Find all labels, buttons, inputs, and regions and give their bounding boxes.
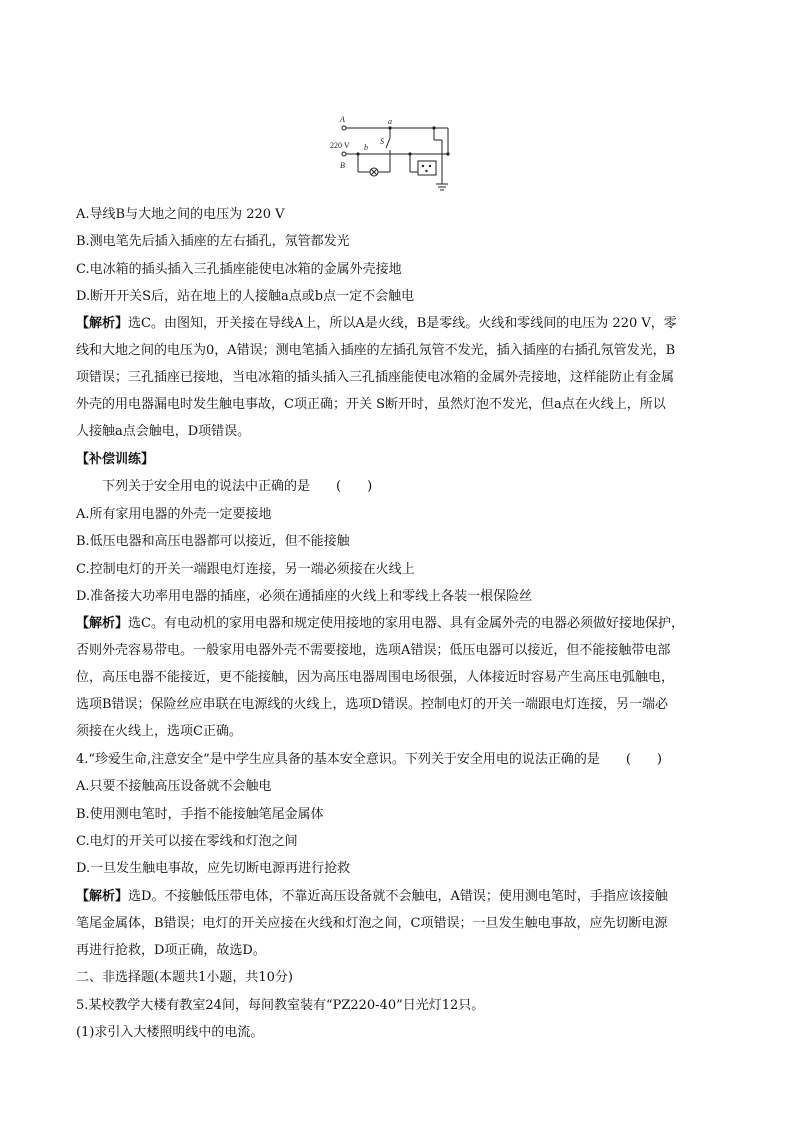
bonus-analysis-line-2: 否则外壳容易带电。一般家用电器外壳不需要接地，选项A错误；低压电器可以接近，但不能接触带电部 [76,643,671,658]
q3-analysis-line-1: 【解析】选C。由图知，开关接在导线A上，所以A是火线，B是零线。火线和零线间的电压为 220 V，零 [76,316,677,331]
q3-analysis-line-5: 人接触a点会触电，D项错误。 [76,424,251,439]
analysis-label: 【解析】 [76,616,129,631]
q5-part-1: (1)求引入大楼照明线中的电流。 [76,1025,264,1040]
q4-analysis-line-3: 再进行抢救，D项正确，故选D。 [76,943,266,958]
q3-option-d: D.断开开关S后，站在地上的人接触a点或b点一定不会触电 [76,289,415,304]
label-voltage: 220 V [330,141,350,150]
three-hole-socket [418,161,436,175]
terminal-a [342,126,346,130]
q3-analysis-line-2: 线和大地之间的电压为0，A错误；测电笔插入插座的左插孔氖管不发光，插入插座的右插孔氖管发光，B [76,343,676,358]
label-point-b: b [364,143,368,152]
bonus-option-c: C.控制电灯的开关一端跟电灯连接，另一端必须接在火线上 [76,562,415,577]
q3-option-c: C.电冰箱的插头插入三孔插座能使电冰箱的金属外壳接地 [76,262,402,277]
q4-option-a: A.只要不接触高压设备就不会触电 [76,779,272,794]
q4-stem: 4.“珍爱生命,注意安全”是中学生应具备的基本安全意识。下列关于安全用电的说法正确的是 ( ) [76,752,662,767]
q4-analysis-line-1: 【解析】选D。不接触低压带电体，不靠近高压设备就不会触电，A错误；使用测电笔时，手指应该接触 [76,889,668,904]
q3-option-a: A.导线B与大地之间的电压为 220 V [76,207,285,222]
analysis-label: 【解析】 [76,316,129,331]
label-a-wire: A [340,115,345,124]
analysis-label: 【解析】 [76,889,129,904]
terminal-b [342,152,346,156]
q3-analysis-line-4: 外壳的用电器漏电时发生触电事故，C项正确；开关 S断开时，虽然灯泡不发光，但a点在火线上，所以 [76,397,666,412]
label-b-wire: B [340,161,345,170]
switch-s [386,138,390,148]
label-switch: S [380,137,384,146]
bonus-option-a: A.所有家用电器的外壳一定要接地 [76,507,272,522]
bonus-analysis-line-4: 选项B错误；保险丝应串联在电源线的火线上，选项D错误。控制电灯的开关一端跟电灯连接，另一端必 [76,697,668,712]
q3-option-b: B.测电笔先后插入插座的左右插孔，氖管都发光 [76,234,350,249]
bonus-option-d: D.准备接大功率用电器的插座，必须在通插座的火线上和零线上各装一根保险丝 [76,589,533,604]
bonus-analysis-line-3: 位，高压电器不能接近，更不能接触，因为高压电器周围电场很强，人体接近时容易产生高压电弧触电， [76,670,675,685]
q4-analysis-line-2: 笔尾金属体，B错误；电灯的开关应接在火线和灯泡之间，C项错误；一旦发生触电事故，应先切断电源 [76,916,668,931]
q5-stem: 5.某校教学大楼有教室24间，每间教室装有“PZ220-40”日光灯12只。 [76,998,485,1013]
q3-analysis-line-3: 项错误；三孔插座已接地，当电冰箱的插头插入三孔插座能使电冰箱的金属外壳接地，这样能防止有金属 [76,370,675,385]
bonus-option-b: B.低压电器和高压电器都可以接近，但不能接触 [76,534,350,549]
circuit-diagram [326,112,452,194]
q4-option-b: B.使用测电笔时，手指不能接触笔尾金属体 [76,807,324,822]
label-point-a: a [388,117,392,126]
section-heading: 二、非选择题(本题共1小题，共10分) [76,970,293,985]
q4-option-d: D.一旦发生触电事故，应先切断电源再进行抢救 [76,861,351,876]
bonus-analysis-line-1: 【解析】选C。有电动机的家用电器和规定使用接地的家用电器、具有金属外壳的电器必须做好接地保护， [76,616,684,631]
bonus-heading: 【补偿训练】 [76,452,155,467]
q4-option-c: C.电灯的开关可以接在零线和灯泡之间 [76,834,298,849]
bonus-analysis-line-5: 须接在火线上，选项C正确。 [76,724,242,739]
bonus-question: 下列关于安全用电的说法中正确的是 ( ) [102,479,373,494]
